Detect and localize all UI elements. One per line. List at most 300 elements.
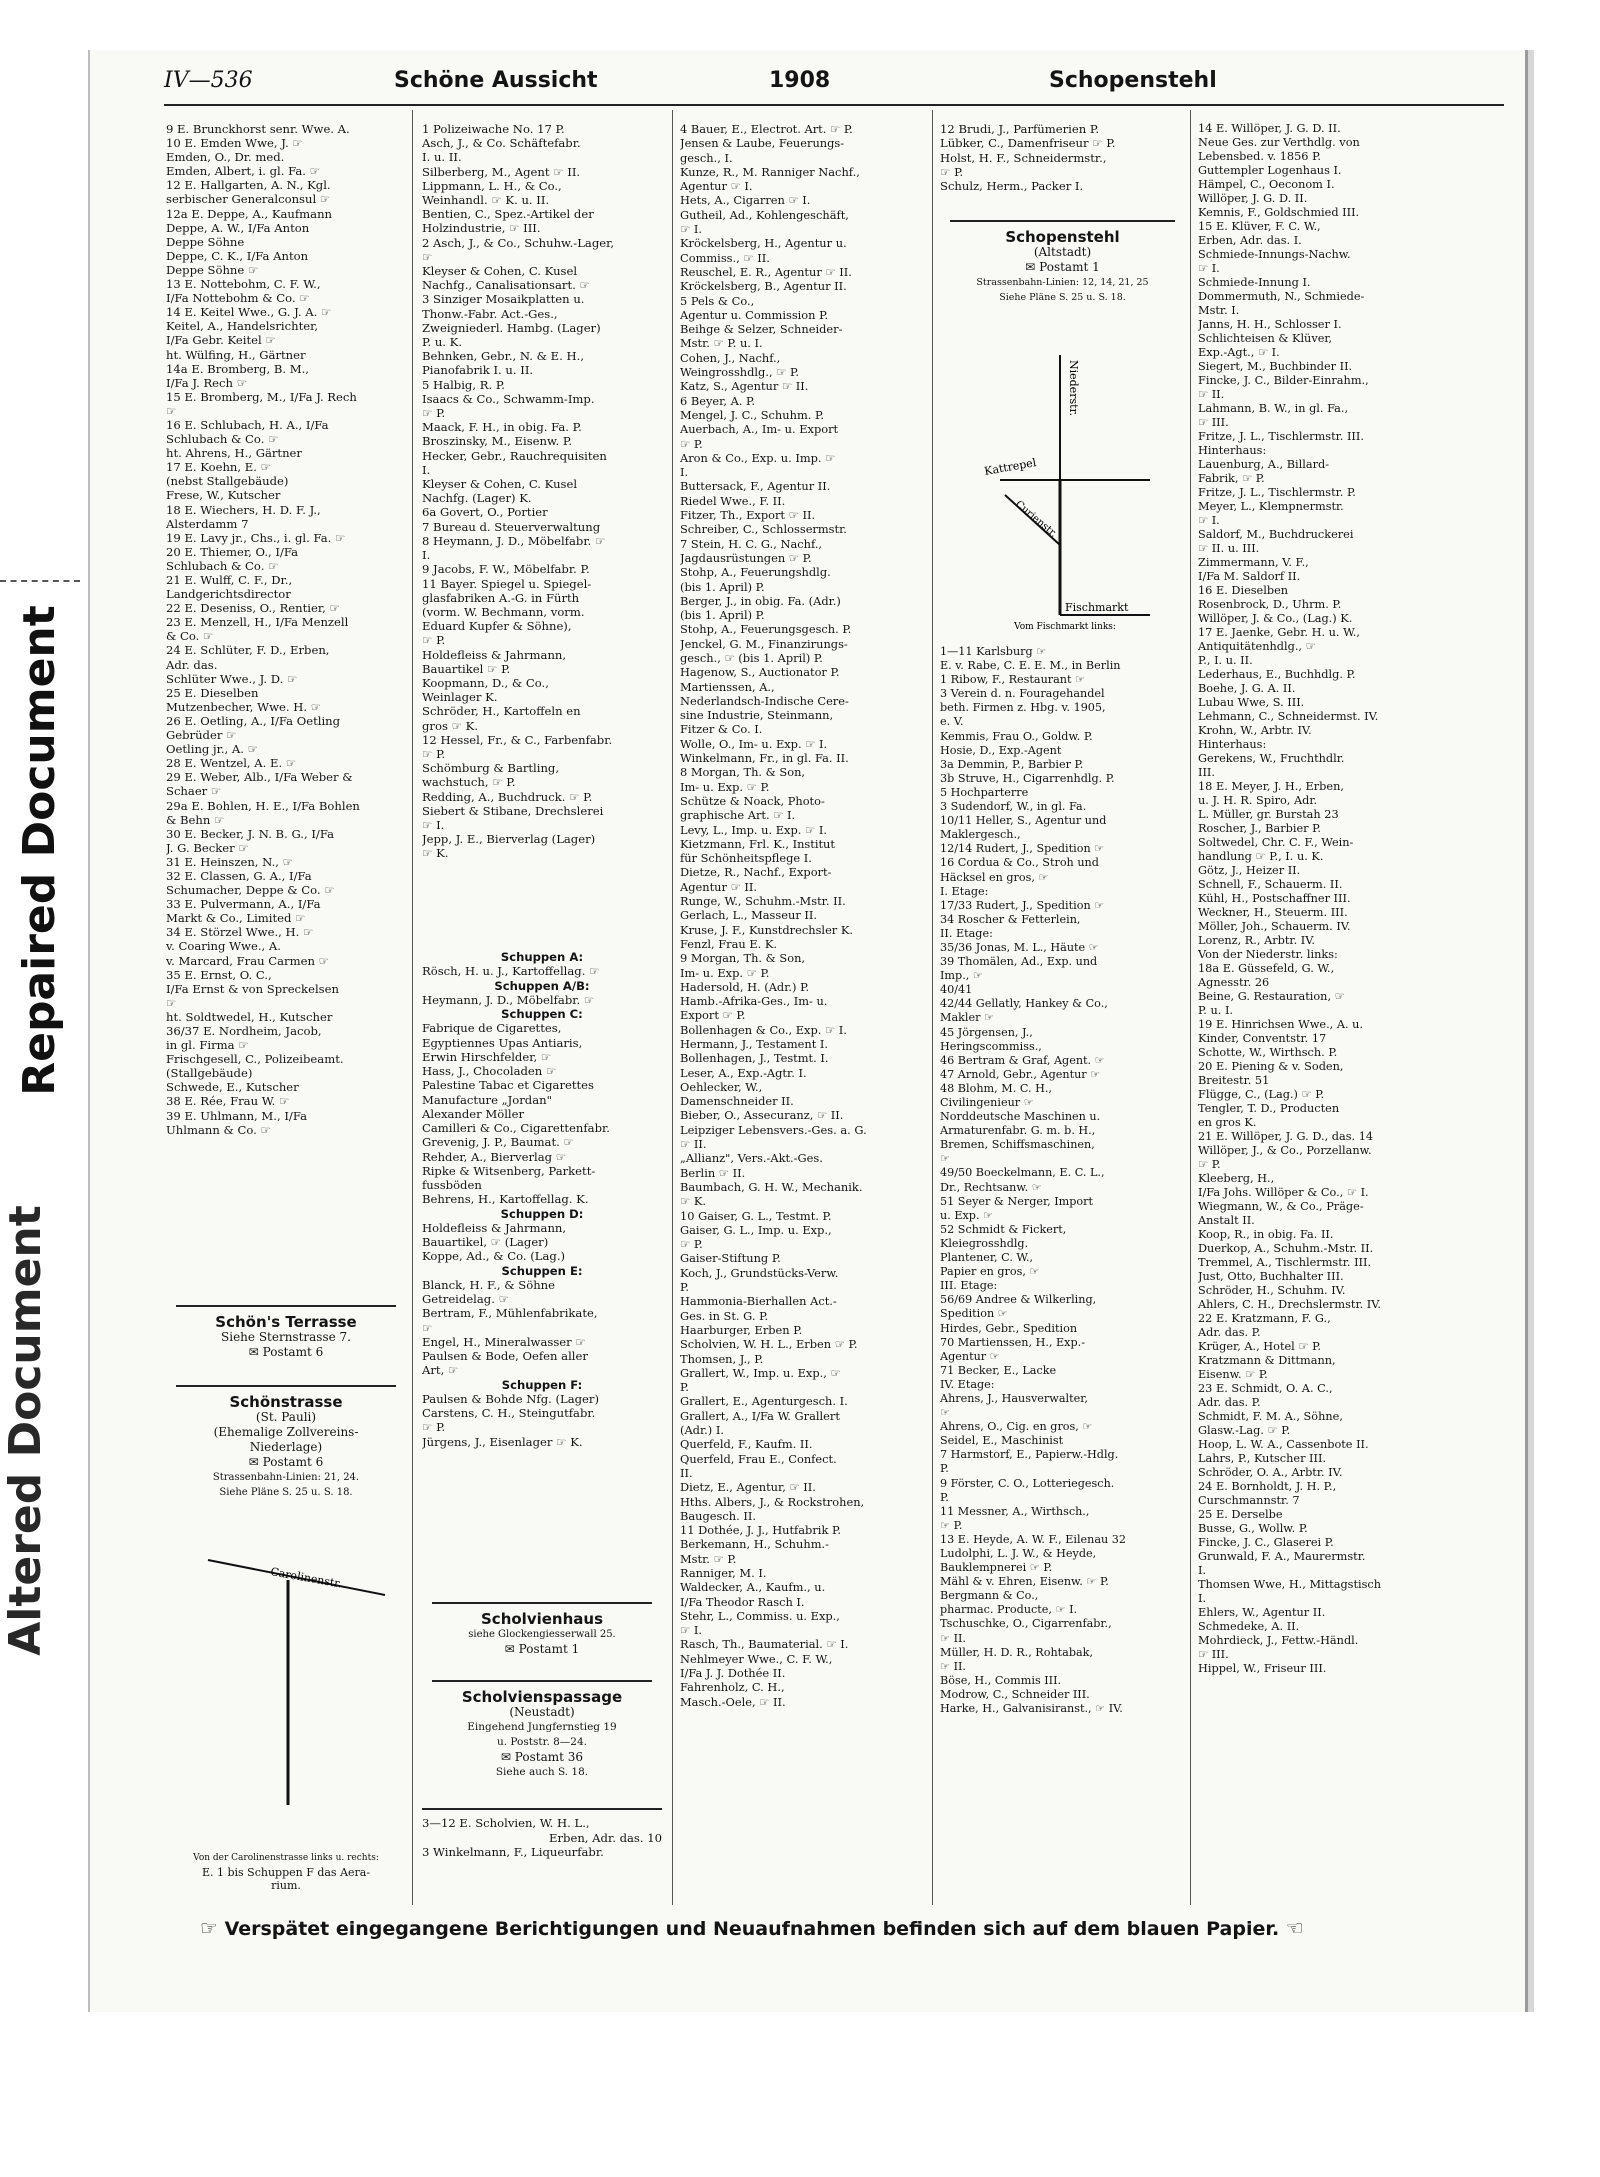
entry-line: Broszinsky, M., Eisenw. P. <box>422 434 573 449</box>
entry-line: Alsterdamm 7 <box>166 516 249 531</box>
entry-line: Dietze, R., Nachf., Export- <box>680 865 832 880</box>
entry-line: Bollenhagen & Co., Exp. ☞ I. <box>680 1022 847 1037</box>
column-4-lower <box>940 645 1185 1716</box>
entry-line: Blanck, H. F., & Söhne <box>422 1277 555 1292</box>
entry-line: Ludolphi, L. J. W., & Heyde, <box>940 1547 1097 1560</box>
entry-line: Krüger, A., Hotel ☞ P. <box>1198 1340 1322 1353</box>
entry-line: Roscher, J., Barbier P. <box>1198 822 1322 835</box>
stamp-label: Repaired Document <box>13 604 65 1096</box>
entry-line: 70 Martienssen, H., Exp.- <box>940 1335 1085 1349</box>
entry-line: Jepp, J. E., Bierverlag (Lager) <box>422 832 596 847</box>
pointing-hand-icon: ☞ <box>200 1916 218 1940</box>
entry-line: Wolle, O., Im- u. Exp. ☞ I. <box>680 736 828 751</box>
entry-line: Rehder, A., Bierverlag ☞ <box>422 1149 567 1164</box>
entry-line: I. <box>422 462 431 477</box>
entry-line: Papier en gros, ☞ <box>940 1265 1040 1279</box>
entry-line: Runge, W., Schuhm.-Mstr. II. <box>680 894 846 909</box>
entry-line: 12 E. Hallgarten, A. N., Kgl. <box>166 178 331 193</box>
entry-line: Gaiser-Stiftung P. <box>680 1251 781 1266</box>
section-note: (Ehemalige Zollvereins- <box>213 1425 359 1439</box>
entry-line: Saldorf, M., Buchdruckerei <box>1198 528 1354 541</box>
entry-line: 25 E. Derselbe <box>1198 1508 1283 1521</box>
entry-line: I/Fa Theodor Rasch I. <box>680 1594 805 1609</box>
entry-line: I/Fa Gebr. Keitel ☞ <box>166 333 276 348</box>
entry-line: Fabrique de Cigarettes, <box>422 1021 562 1036</box>
entry-line: 12 Brudi, J., Parfümerien P. <box>940 122 1100 136</box>
entry-line: Bollenhagen, J., Testmt. I. <box>680 1051 829 1066</box>
entry-line: E. 1 bis Schuppen F das Aera- <box>201 1865 371 1879</box>
entry-line: Ahrens, J., Hausverwalter, <box>940 1391 1088 1405</box>
entry-line: ☞ P. <box>422 406 446 421</box>
stamp-label-2: Altered Document <box>0 1204 51 1656</box>
entry-line: Grallert, W., Imp. u. Exp., ☞ <box>680 1365 841 1380</box>
schuppen-heading: Schuppen A/B: <box>494 978 590 993</box>
schoenstrasse-map <box>170 1545 410 1815</box>
entry-line: 29a E. Bohlen, H. E., I/Fa Bohlen <box>166 798 360 813</box>
entry-line: P. u. I. <box>1198 1004 1234 1017</box>
entry-line: ☞ P. <box>1198 1158 1221 1171</box>
entry-line: 49/50 Boeckelmann, E. C. L., <box>940 1166 1105 1180</box>
entry-line: 8 Heymann, J. D., Möbelfabr. ☞ <box>422 533 606 548</box>
entry-line: Spedition ☞ <box>940 1307 1008 1321</box>
section-rule <box>950 220 1175 222</box>
entry-line: I/Fa Ernst & von Spreckelsen <box>166 981 339 996</box>
entry-line: Damenschneider II. <box>680 1094 794 1109</box>
entry-line: Willöper, J., & Co., Porzellanw. <box>1198 1144 1372 1157</box>
entry-line: Kröckelsberg, B., Agentur II. <box>680 279 847 294</box>
entry-line: Adr. das. P. <box>1198 1396 1261 1409</box>
entry-line: Commiss., ☞ II. <box>680 250 770 265</box>
pointing-hand-icon: ☜ <box>1285 1916 1304 1940</box>
entry-line: Siebert & Stibane, Drechslerei <box>422 803 604 818</box>
plan-reference: Siehe Pläne S. 25 u. S. 18. <box>999 292 1126 303</box>
entry-line: 12/14 Rudert, J., Spedition ☞ <box>940 842 1105 856</box>
entry-line: Fincke, J. C., Bilder-Einrahm., <box>1198 374 1369 387</box>
map-label-carolinenstr: Carolinenstr. <box>269 1565 343 1591</box>
entry-line: Levy, L., Imp. u. Exp. ☞ I. <box>680 822 827 837</box>
entry-line: Schlubach & Co. ☞ <box>166 432 279 447</box>
entry-line: Thomsen Wwe, H., Mittagstisch <box>1198 1578 1382 1591</box>
entry-line: 14 E. Willöper, J. G. D. II. <box>1198 122 1341 135</box>
entry-line: Schaer ☞ <box>166 784 222 799</box>
entry-line: Schulz, Herm., Packer I. <box>940 179 1084 194</box>
entry-line: 11 Dothée, J. J., Hutfabrik P. <box>680 1523 841 1538</box>
entry-line: Hass, J., Chocoladen ☞ <box>422 1064 557 1078</box>
entry-line: 39 E. Uhlmann, M., I/Fa <box>166 1108 308 1123</box>
entry-line: Rösch, H. u. J., Kartoffellag. ☞ <box>422 964 600 979</box>
entry-line: ☞ <box>166 403 177 418</box>
entry-line: Rasch, Th., Baumaterial. ☞ I. <box>680 1637 849 1652</box>
entry-line: 20 E. Thiemer, O., I/Fa <box>166 544 299 559</box>
section-note: Niederlage) <box>249 1440 323 1454</box>
entry-line: serbischer Generalconsul ☞ <box>166 192 331 207</box>
entry-line: Schmedeke, A. II. <box>1198 1620 1300 1633</box>
entry-line: Heringscommiss., <box>940 1039 1042 1053</box>
entry-line: Fitzer & Co. I. <box>680 722 763 737</box>
entry-line: Fritze, J. L., Tischlermstr. III. <box>1198 430 1364 443</box>
entry-line: Götz, J., Heizer II. <box>1198 864 1301 877</box>
entry-line: Hämpel, C., Oeconom I. <box>1198 178 1335 191</box>
entry-line: Erben, Adr. das. 10 <box>549 1830 662 1845</box>
entry-line: 6a Govert, O., Portier <box>422 505 548 520</box>
entry-line: Agentur ☞ II. <box>680 879 758 894</box>
entry-line: Hinterhaus: <box>1198 444 1267 457</box>
entry-line: II. Etage: <box>940 926 993 940</box>
entry-line: 5 Halbig, R. P. <box>422 377 505 392</box>
entry-line: Engel, H., Mineralwasser ☞ <box>422 1334 586 1349</box>
entry-line: 71 Becker, E., Lacke <box>940 1363 1057 1377</box>
entry-line: Tremmel, A., Tischlermstr. III. <box>1198 1256 1372 1269</box>
section-note: (St. Pauli) <box>255 1410 317 1424</box>
entry-line: Kietzmann, Frl. K., Institut <box>680 836 835 851</box>
entry-line: Behnken, Gebr., N. & E. H., <box>422 349 585 364</box>
entry-line: Mstr. ☞ P. u. I. <box>680 336 763 351</box>
column-divider <box>932 110 933 1905</box>
entry-line: Grevenig, J. P., Baumat. ☞ <box>422 1135 574 1150</box>
entry-line: Eisenw. ☞ P. <box>1198 1368 1268 1381</box>
section-note: (Altstadt) <box>1033 245 1092 259</box>
entry-line: Buttersack, F., Agentur II. <box>680 479 831 494</box>
entry-line: wachstuch, ☞ P. <box>422 775 516 790</box>
section-title: Scholvienhaus <box>481 1610 603 1628</box>
entry-line: fussböden <box>422 1178 482 1192</box>
entry-line: Holst, H. F., Schneidermstr., <box>940 150 1107 165</box>
entry-line: Baugesch. II. <box>680 1508 756 1523</box>
header-street-left: Schöne Aussicht <box>394 68 598 93</box>
entry-line: 3 Sudendorf, W., in gl. Fa. <box>940 800 1087 814</box>
map-label-niederstr: Niederstr. <box>1067 360 1080 417</box>
entry-line: Silberberg, M., Agent ☞ II. <box>422 164 581 179</box>
entry-line: Lippmann, L. H., & Co., <box>422 178 562 193</box>
entry-line: Emden, Albert, i. gl. Fa. ☞ <box>166 164 321 179</box>
entry-line: ☞ P. <box>940 164 964 179</box>
entry-line: Hadersold, H. (Adr.) P. <box>680 979 810 994</box>
entry-line: I. <box>1198 1564 1207 1577</box>
entry-line: Adr. das. <box>166 657 218 672</box>
entry-line: Baumbach, G. H. W., Mechanik. <box>680 1179 863 1194</box>
entry-line: P. <box>940 1462 949 1476</box>
schuppen-heading: Schuppen F: <box>501 1377 583 1392</box>
entry-line: Willöper, J. G. D. II. <box>1198 192 1308 205</box>
entry-line: 12a E. Deppe, A., Kaufmann <box>166 206 333 221</box>
section-title: Schönstrasse <box>229 1393 343 1411</box>
entry-line: Müller, H. D. R., Rohtabak, <box>940 1645 1094 1659</box>
entry-line: Boehe, J. G. A. II. <box>1198 682 1296 695</box>
section-note: u. Poststr. 8—24. <box>496 1736 588 1748</box>
entry-line: I. Etage: <box>940 884 989 898</box>
entry-line: 24 E. Bornholdt, J. H. P., <box>1198 1480 1337 1493</box>
entry-line: Beine, G. Restauration, ☞ <box>1198 990 1345 1003</box>
entry-line: Nehlmeyer Wwe., C. F. W., <box>680 1651 833 1666</box>
entry-line: 7 Stein, H. C. G., Nachf., <box>680 536 823 551</box>
entry-line: ☞ P. <box>422 1420 446 1435</box>
entry-line: Frischgesell, C., Polizeibeamt. <box>166 1052 344 1067</box>
entry-line: beth. Firmen z. Hbg. v. 1905, <box>940 701 1106 715</box>
entry-line: ht. Ahrens, H., Gärtner <box>166 446 302 461</box>
entry-line: Grallert, A., I/Fa W. Grallert <box>680 1408 840 1423</box>
entry-line: 29 E. Weber, Alb., I/Fa Weber & <box>166 770 353 785</box>
entry-line: sine Industrie, Steinmann, <box>680 708 834 723</box>
entry-line: Guttempler Logenhaus I. <box>1198 164 1342 177</box>
entry-line: Weingrosshdlg., ☞ P. <box>680 365 800 380</box>
entry-line: Koopmann, D., & Co., <box>422 675 549 690</box>
entry-line: Schütze & Noack, Photo- <box>680 793 825 808</box>
entry-line: Im- u. Exp. ☞ P. <box>680 965 770 980</box>
entry-line: ☞ II. u. III. <box>1198 542 1260 555</box>
entry-line: Hoop, L. W. A., Cassenbote II. <box>1198 1438 1369 1451</box>
entry-line: 36/37 E. Nordheim, Jacob, <box>166 1024 322 1038</box>
entry-line: Gerekens, W., Fruchthdlr. <box>1198 752 1345 765</box>
entry-line: Curschmannstr. 7 <box>1198 1494 1300 1507</box>
entry-line: Hamb.-Afrika-Ges., Im- u. <box>680 994 828 1009</box>
entry-line: 22 E. Kratzmann, F. G., <box>1198 1312 1331 1325</box>
entry-line: Nachfg., Canalisationsart. ☞ <box>422 278 590 293</box>
c1-bottom <box>166 1852 406 1893</box>
entry-line: Schmiede-Innungs-Nachw. <box>1198 248 1351 261</box>
entry-line: Aron & Co., Exp. u. Imp. ☞ <box>680 450 836 465</box>
entry-line: I/Fa M. Saldorf II. <box>1198 570 1301 583</box>
entry-line: Manufacture „Jordan" <box>422 1092 552 1107</box>
entry-line: Schlubach & Co. ☞ <box>166 558 279 573</box>
entry-line: Harke, H., Galvanisiranst., ☞ IV. <box>940 1702 1123 1716</box>
entry-line: Ranniger, M. I. <box>680 1565 767 1580</box>
entry-line: Koop, R., in obig. Fa. II. <box>1198 1228 1334 1241</box>
entry-line: Art, ☞ <box>422 1363 459 1378</box>
entry-line: Glasw.-Lag. ☞ P. <box>1198 1424 1291 1437</box>
entry-line: (vorm. W. Bechmann, vorm. <box>422 604 585 619</box>
entry-line: Ges. in St. G. P. <box>680 1308 769 1323</box>
entry-line: ☞ III. <box>1198 1648 1229 1661</box>
entry-line: ☞ <box>940 1152 951 1166</box>
entry-line: 26 E. Oetling, A., I/Fa Oetling <box>166 713 341 728</box>
entry-line: 5 Pels & Co., <box>680 293 755 308</box>
section-rule <box>432 1680 652 1682</box>
entry-line: Nachfg. (Lager) K. <box>422 491 532 506</box>
entry-line: ☞ I. <box>1198 514 1220 527</box>
entry-line: Plantener, C. W., <box>940 1251 1034 1265</box>
entry-line: Just, Otto, Buchhalter III. <box>1198 1270 1344 1283</box>
entry-line: Asch, J., & Co. Schäftefabr. <box>422 136 581 151</box>
entry-line: Uhlmann & Co. ☞ <box>166 1122 271 1137</box>
entry-line: 16 E. Schlubach, H. A., I/Fa <box>166 417 329 432</box>
entry-line: Paulsen & Bode, Oefen aller <box>422 1349 588 1363</box>
section-note: Siehe Sternstrasse 7. <box>221 1330 351 1344</box>
entry-line: 4 Bauer, E., Electrot. Art. ☞ P. <box>680 122 853 136</box>
entry-line: 13 E. Nottebohm, C. F. W., <box>166 277 321 292</box>
entry-line: Jensen & Laube, Feuerungs- <box>680 136 845 151</box>
entry-line: 17/33 Rudert, J., Spedition ☞ <box>940 898 1105 912</box>
entry-line: Bieber, O., Assecuranz, ☞ II. <box>680 1108 844 1123</box>
entry-line: Hippel, W., Friseur III. <box>1198 1662 1327 1675</box>
entry-line: II. <box>680 1465 693 1480</box>
entry-line: I/Fa J. J. Dothée II. <box>680 1666 786 1681</box>
entry-line: L. Müller, gr. Burstah 23 <box>1198 808 1339 821</box>
postamt-label: ✉ Postamt 1 <box>1025 260 1100 274</box>
entry-line: 14 E. Keitel Wwe., G. J. A. ☞ <box>166 305 332 320</box>
column-divider <box>412 110 413 1905</box>
entry-line: 24 E. Schlüter, F. D., Erben, <box>166 643 330 658</box>
tram-lines: Strassenbahn-Linien: 12, 14, 21, 25 <box>976 277 1149 288</box>
entry-line: 1 Polizeiwache No. 17 P. <box>422 122 565 136</box>
entry-line: Janns, H. H., Schlosser I. <box>1198 318 1342 331</box>
cut-line <box>0 580 80 582</box>
entry-line: Holdefleiss & Jahrmann, <box>422 1220 567 1235</box>
entry-line: graphische Art. ☞ I. <box>680 808 796 823</box>
entry-line: ☞ P. <box>680 436 703 451</box>
entry-line: ☞ K. <box>680 1194 706 1209</box>
entry-line: 38 E. Rée, Frau W. ☞ <box>166 1094 290 1109</box>
entry-line: Hecker, Gebr., Rauchrequisiten <box>422 448 607 463</box>
entry-line: ☞ II. <box>680 1137 707 1152</box>
entry-line: Hagenow, S., Auctionator P. <box>680 665 840 680</box>
entry-line: Kunze, R., M. Ranniger Nachf., <box>680 164 860 179</box>
entry-line: „Allianz", Vers.-Akt.-Ges. <box>680 1151 823 1166</box>
schuppen-heading: Schuppen C: <box>501 1007 583 1021</box>
entry-line: 28 E. Wentzel, A. E. ☞ <box>166 756 297 771</box>
entry-line: Reuschel, E. R., Agentur ☞ II. <box>680 264 852 279</box>
entry-line: 23 E. Menzell, H., I/Fa Menzell <box>166 615 349 630</box>
entry-line: Mohrdieck, J., Fettw.-Händl. <box>1198 1634 1359 1647</box>
entry-line: Mähl & v. Ehren, Eisenw. ☞ P. <box>940 1575 1109 1589</box>
entry-line: Mstr. I. <box>1198 304 1240 317</box>
entry-line: Kratzmann & Dittmann, <box>1198 1354 1336 1367</box>
entry-line: 56/69 Andree & Wilkerling, <box>940 1293 1097 1307</box>
entry-line: Querfeld, Frau E., Confect. <box>680 1451 837 1466</box>
entry-line: Kruse, J. F., Kunstdrechsler K. <box>680 922 854 937</box>
entry-line: 3 Sinziger Mosaikplatten u. <box>422 292 585 307</box>
entry-line: Fabrik, ☞ P. <box>1198 472 1265 485</box>
schoenstrasse-box <box>166 1385 406 1500</box>
entry-line: Agentur ☞ <box>940 1349 1000 1363</box>
entry-line: Bertram, F., Mühlenfabrikate, <box>422 1306 598 1321</box>
entry-line: Schröder, O. A., Arbtr. IV. <box>1198 1466 1343 1479</box>
entry-line: Masch.-Oele, ☞ II. <box>680 1694 786 1709</box>
map-label-curienstr: Curienstr. <box>1013 498 1059 540</box>
entry-line: ☞ P. <box>422 746 446 761</box>
entry-line: 40/41 <box>940 983 973 997</box>
repaired-document-stamp <box>4 600 74 1100</box>
entry-line: 15 E. Bromberg, M., I/Fa J. Rech <box>166 389 357 404</box>
entry-line: Zweigniederl. Hambg. (Lager) <box>422 320 601 335</box>
column-divider <box>1190 110 1191 1905</box>
entry-line: v. Marcard, Frau Carmen ☞ <box>166 953 329 968</box>
schuppen-heading: Schuppen D: <box>500 1206 584 1221</box>
entry-line: Lebensbed. v. 1856 P. <box>1198 150 1321 163</box>
entry-line: ht. Wülfing, H., Gärtner <box>166 347 306 362</box>
entry-line: Anstalt II. <box>1198 1214 1255 1227</box>
entry-line: Grallert, E., Agenturgesch. I. <box>680 1394 848 1409</box>
entry-line: Im- u. Exp. ☞ P. <box>680 779 770 794</box>
entry-line: Lubau Wwe, S. III. <box>1198 696 1305 709</box>
entry-line: gros ☞ K. <box>422 718 479 733</box>
entry-line: Schömburg & Bartling, <box>422 761 560 776</box>
section-rule <box>176 1385 396 1387</box>
entry-line: Fenzl, Frau E. K. <box>680 936 778 951</box>
entry-line: Kinder, Conventstr. 17 <box>1198 1032 1327 1045</box>
entry-line: I/Fa Nottebohm & Co. ☞ <box>166 291 310 306</box>
entry-line: u. J. H. R. Spiro, Adr. <box>1198 794 1318 807</box>
entry-line: Dr., Rechtsanw. ☞ <box>940 1180 1042 1194</box>
entry-line: Exp.-Agt., ☞ I. <box>1198 346 1280 359</box>
entry-line: Stohp, A., Feuerungsgesch. P. <box>680 622 852 637</box>
entry-line: (bis 1. April) P. <box>680 579 765 594</box>
entry-line: en gros K. <box>1198 1116 1257 1129</box>
entry-line: Palestine Tabac et Cigarettes <box>422 1078 594 1093</box>
entry-line: pharmac. Producte, ☞ I. <box>940 1603 1078 1617</box>
entry-line: Waldecker, A., Kaufm., u. <box>680 1580 826 1595</box>
section-note: Siehe auch S. 18. <box>495 1766 589 1778</box>
entry-line: Jagdausrüstungen ☞ P. <box>680 550 812 565</box>
entry-line: ☞ II. <box>940 1659 966 1673</box>
entry-line: in gl. Firma ☞ <box>166 1038 249 1053</box>
entry-line: Böse, H., Commis III. <box>940 1673 1062 1687</box>
entry-line: ☞ P. <box>680 1237 703 1252</box>
entry-line: Antiquitätenhdlg., ☞ <box>1198 640 1316 653</box>
entry-line: Hets, A., Cigarren ☞ I. <box>680 193 811 208</box>
column-3 <box>680 122 925 1709</box>
entry-line: & Behn ☞ <box>166 812 225 827</box>
entry-line: Deppe, C. K., I/Fa Anton <box>166 248 309 263</box>
entry-line: Maack, F. H., in obig. Fa. P. <box>422 420 582 435</box>
entry-line: Weckner, H., Steuerm. III. <box>1198 906 1348 919</box>
entry-line: Ripke & Witsenberg, Parkett- <box>422 1163 596 1178</box>
entry-line: Lehmann, C., Schneidermst. IV. <box>1198 710 1379 723</box>
entry-line: Lübker, C., Damenfriseur ☞ P. <box>940 136 1116 151</box>
section-title: Scholvienspassage <box>461 1688 623 1706</box>
entry-line: ☞ III. <box>1198 416 1229 429</box>
entry-line: Krohn, W., Arbtr. IV. <box>1198 724 1312 737</box>
entry-line: Willöper, J. & Co., (Lag.) K. <box>1198 612 1353 625</box>
entry-line: Beihge & Selzer, Schneider- <box>680 322 843 337</box>
entry-line: Pianofabrik I. u. II. <box>422 363 534 378</box>
entry-line: (nebst Stallgebäude) <box>166 474 289 489</box>
entry-line: I. <box>422 548 431 563</box>
entry-line: Schreiber, C., Schlossermstr. <box>680 522 847 537</box>
entry-line: Fitzer, Th., Export ☞ II. <box>680 508 816 523</box>
entry-line: Kleyser & Cohen, C. Kusel <box>422 477 578 492</box>
entry-line: 51 Seyer & Nerger, Import <box>940 1194 1093 1208</box>
entry-line: Querfeld, F., Kaufm. II. <box>680 1437 813 1452</box>
entry-line: I. <box>680 465 689 480</box>
entry-line: 42/44 Gellatly, Hankey & Co., <box>940 997 1108 1011</box>
entry-line: Busse, G., Wollw. P. <box>1198 1522 1308 1535</box>
entry-line: I. <box>1198 1592 1207 1605</box>
entry-line: Schumacher, Deppe & Co. ☞ <box>166 883 335 898</box>
entry-line: Modrow, C., Schneider III. <box>940 1687 1090 1701</box>
entry-line: handlung ☞ P., I. u. K. <box>1198 850 1324 863</box>
entry-line: Breitestr. 51 <box>1198 1074 1270 1087</box>
entry-line: Koch, J., Grundstücks-Verw. <box>680 1265 839 1280</box>
entry-line: Auerbach, A., Im- u. Export <box>680 422 839 437</box>
entry-line: Jenckel, G. M., Finanzirungs- <box>680 636 848 651</box>
entry-line: Dietz, E., Agentur, ☞ II. <box>680 1480 816 1495</box>
entry-line: Camilleri & Co., Cigarettenfabr. <box>422 1121 610 1135</box>
entry-line: 45 Jörgensen, J., <box>940 1025 1033 1039</box>
entry-line: Agentur u. Commission P. <box>680 307 829 322</box>
scholvienhaus-box <box>422 1602 662 1657</box>
entry-line: P. <box>680 1380 689 1395</box>
section-title: Schön's Terrasse <box>215 1313 357 1331</box>
entry-line: 31 E. Heinszen, N., ☞ <box>166 854 294 869</box>
entry-line: ☞ II. <box>1198 388 1225 401</box>
entry-line: Fahrenholz, C. H., <box>680 1680 785 1695</box>
entry-line: Kröckelsberg, H., Agentur u. <box>680 236 847 251</box>
schoens-terrasse-box <box>166 1305 406 1360</box>
entry-line: E. v. Rabe, C. E. E. M., in Berlin <box>940 659 1121 673</box>
entry-line: Katz, S., Agentur ☞ II. <box>680 379 809 394</box>
c2-bottom <box>422 1808 662 1860</box>
entry-line: ☞ P. <box>940 1518 963 1532</box>
